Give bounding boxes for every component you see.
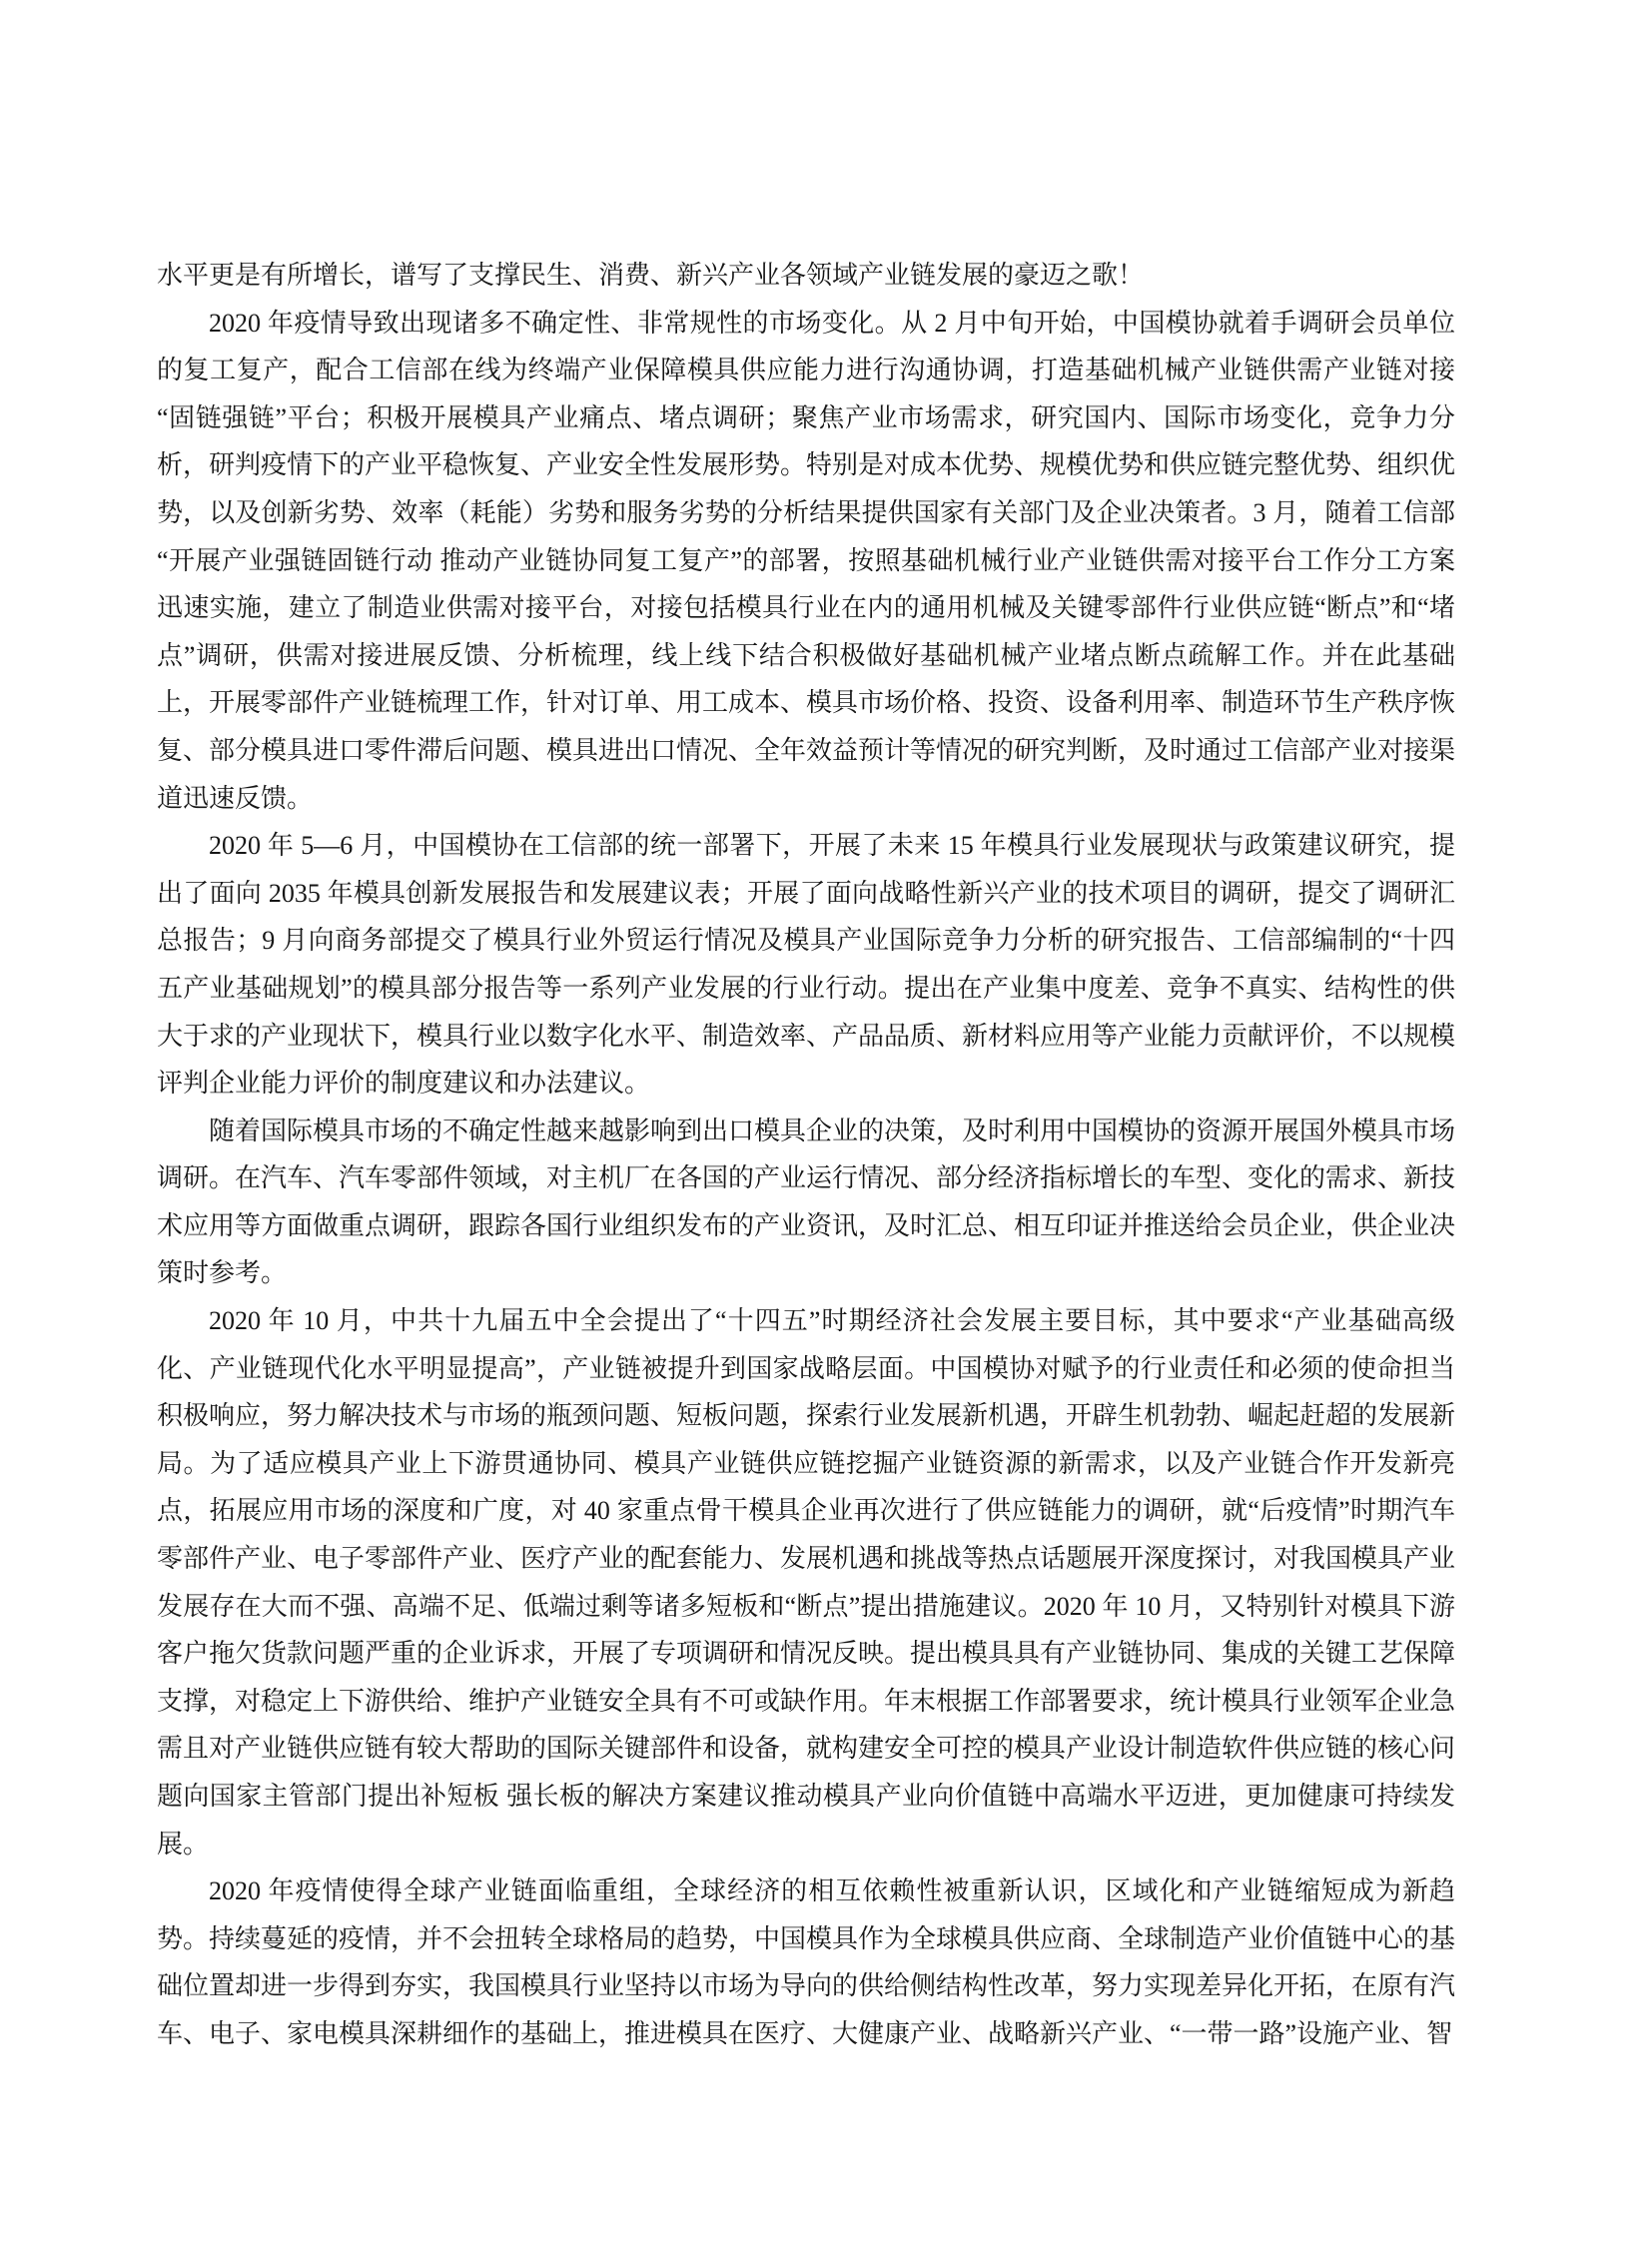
paragraph-3: 2020 年 5—6 月，中国模协在工信部的统一部署下，开展了未来 15 年模具行业发展现状与政策建议研究，提出了面向 2035 年模具创新发展报告和发展建议表；开展了面向战略性新兴产业的技术项目的调研，提交了调研汇总报告；9 月向商务部提交了模具行业外贸运行情况及模具产业国际竞争力分析的研究报告、工信部编制的“十四五产业基础规划”的模具部分报告等一系列产业发展的行业行动。提出在产业集中度差、竞争不真实、结构性的供大于求的产业现状下，模具行业以数字化水平、制造效率、产品品质、新材料应用等产业能力贡献评价，不以规模评判企业能力评价的制度建议和办法建议。 (157, 831, 1456, 1099)
paragraph-4: 随着国际模具市场的不确定性越来越影响到出口模具企业的决策，及时利用中国模协的资源开展国外模具市场调研。在汽车、汽车零部件领域，对主机厂在各国的产业运行情况、部分经济指标增长的车型、变化的需求、新技术应用等方面做重点调研，跟踪各国行业组织发布的产业资讯，及时汇总、相互印证并推送给会员企业，供企业决策时参考。 (157, 1116, 1456, 1288)
document-body (157, 252, 1455, 2058)
paragraph-5: 2020 年 10 月，中共十九届五中全会提出了“十四五”时期经济社会发展主要目标，其中要求“产业基础高级化、产业链现代化水平明显提高”，产业链被提升到国家战略层面。中国模协对赋予的行业责任和必须的使命担当积极响应，努力解决技术与市场的瓶颈问题、短板问题，探索行业发展新机遇，开辟生机勃勃、崛起赶超的发展新局。为了适应模具产业上下游贯通协同、模具产业链供应链挖掘产业链资源的新需求，以及产业链合作开发新亮点，拓展应用市场的深度和广度，对 40 家重点骨干模具企业再次进行了供应链能力的调研，就“后疫情”时期汽车零部件产业、电子零部件产业、医疗产业的配套能力、发展机遇和挑战等热点话题展开深度探讨，对我国模具产业发展存在大而不强、高端不足、低端过剩等诸多短板和“断点”提出措施建议。2020 年 10 月，又特别针对模具下游客户拖欠货款问题严重的企业诉求，开展了专项调研和情况反映。提出模具具有产业链协同、集成的关键工艺保障支撑，对稳定上下游供给、维护产业链安全具有不可或缺作用。年末根据工作部署要求，统计模具行业领军企业急需且对产业链供应链有较大帮助的国际关键部件和设备，就构建安全可控的模具产业设计制造软件供应链的核心问题向国家主管部门提出补短板 强长板的解决方案建议推动模具产业向价值链中高端水平迈进，更加健康可持续发展。 (157, 1306, 1456, 1859)
paragraph-1: 水平更是有所增长，谱写了支撑民生、消费、新兴产业各领域产业链发展的豪迈之歌！ (157, 261, 1145, 290)
paragraph-2: 2020 年疫情导致出现诸多不确定性、非常规性的市场变化。从 2 月中旬开始，中国模协就着手调研会员单位的复工复产，配合工信部在线为终端产业保障模具供应能力进行沟通协调，打造基础机械产业链供需产业链对接“固链强链”平台；积极开展模具产业痛点、堵点调研；聚焦产业市场需求，研究国内、国际市场变化，竞争力分析，研判疫情下的产业平稳恢复、产业安全性发展形势。特别是对成本优势、规模优势和供应链完整优势、组织优势，以及创新劣势、效率（耗能）劣势和服务劣势的分析结果提供国家有关部门及企业决策者。3 月，随着工信部“开展产业强链固链行动 推动产业链协同复工复产”的部署，按照基础机械行业产业链供需对接平台工作分工方案迅速实施，建立了制造业供需对接平台，对接包括模具行业在内的通用机械及关键零部件行业供应链“断点”和“堵点”调研，供需对接进展反馈、分析梳理，线上线下结合积极做好基础机械产业堵点断点疏解工作。并在此基础上，开展零部件产业链梳理工作，针对订单、用工成本、模具市场价格、投资、设备利用率、制造环节生产秩序恢复、部分模具进口零件滞后问题、模具进出口情况、全年效益预计等情况的研究判断，及时通过工信部产业对接渠道迅速反馈。 (157, 308, 1456, 813)
paragraph-6: 2020 年疫情使得全球产业链面临重组，全球经济的相互依赖性被重新认识，区域化和产业链缩短成为新趋势。持续蔓延的疫情，并不会扭转全球格局的趋势，中国模具作为全球模具供应商、全球制造产业价值链中心的基础位置却进一步得到夯实，我国模具行业坚持以市场为导向的供给侧结构性改革，努力实现差异化开拓，在原有汽车、电子、家电模具深耕细作的基础上，推进模具在医疗、大健康产业、战略新兴产业、“一带一路”设施产业、智 (157, 1876, 1456, 2048)
